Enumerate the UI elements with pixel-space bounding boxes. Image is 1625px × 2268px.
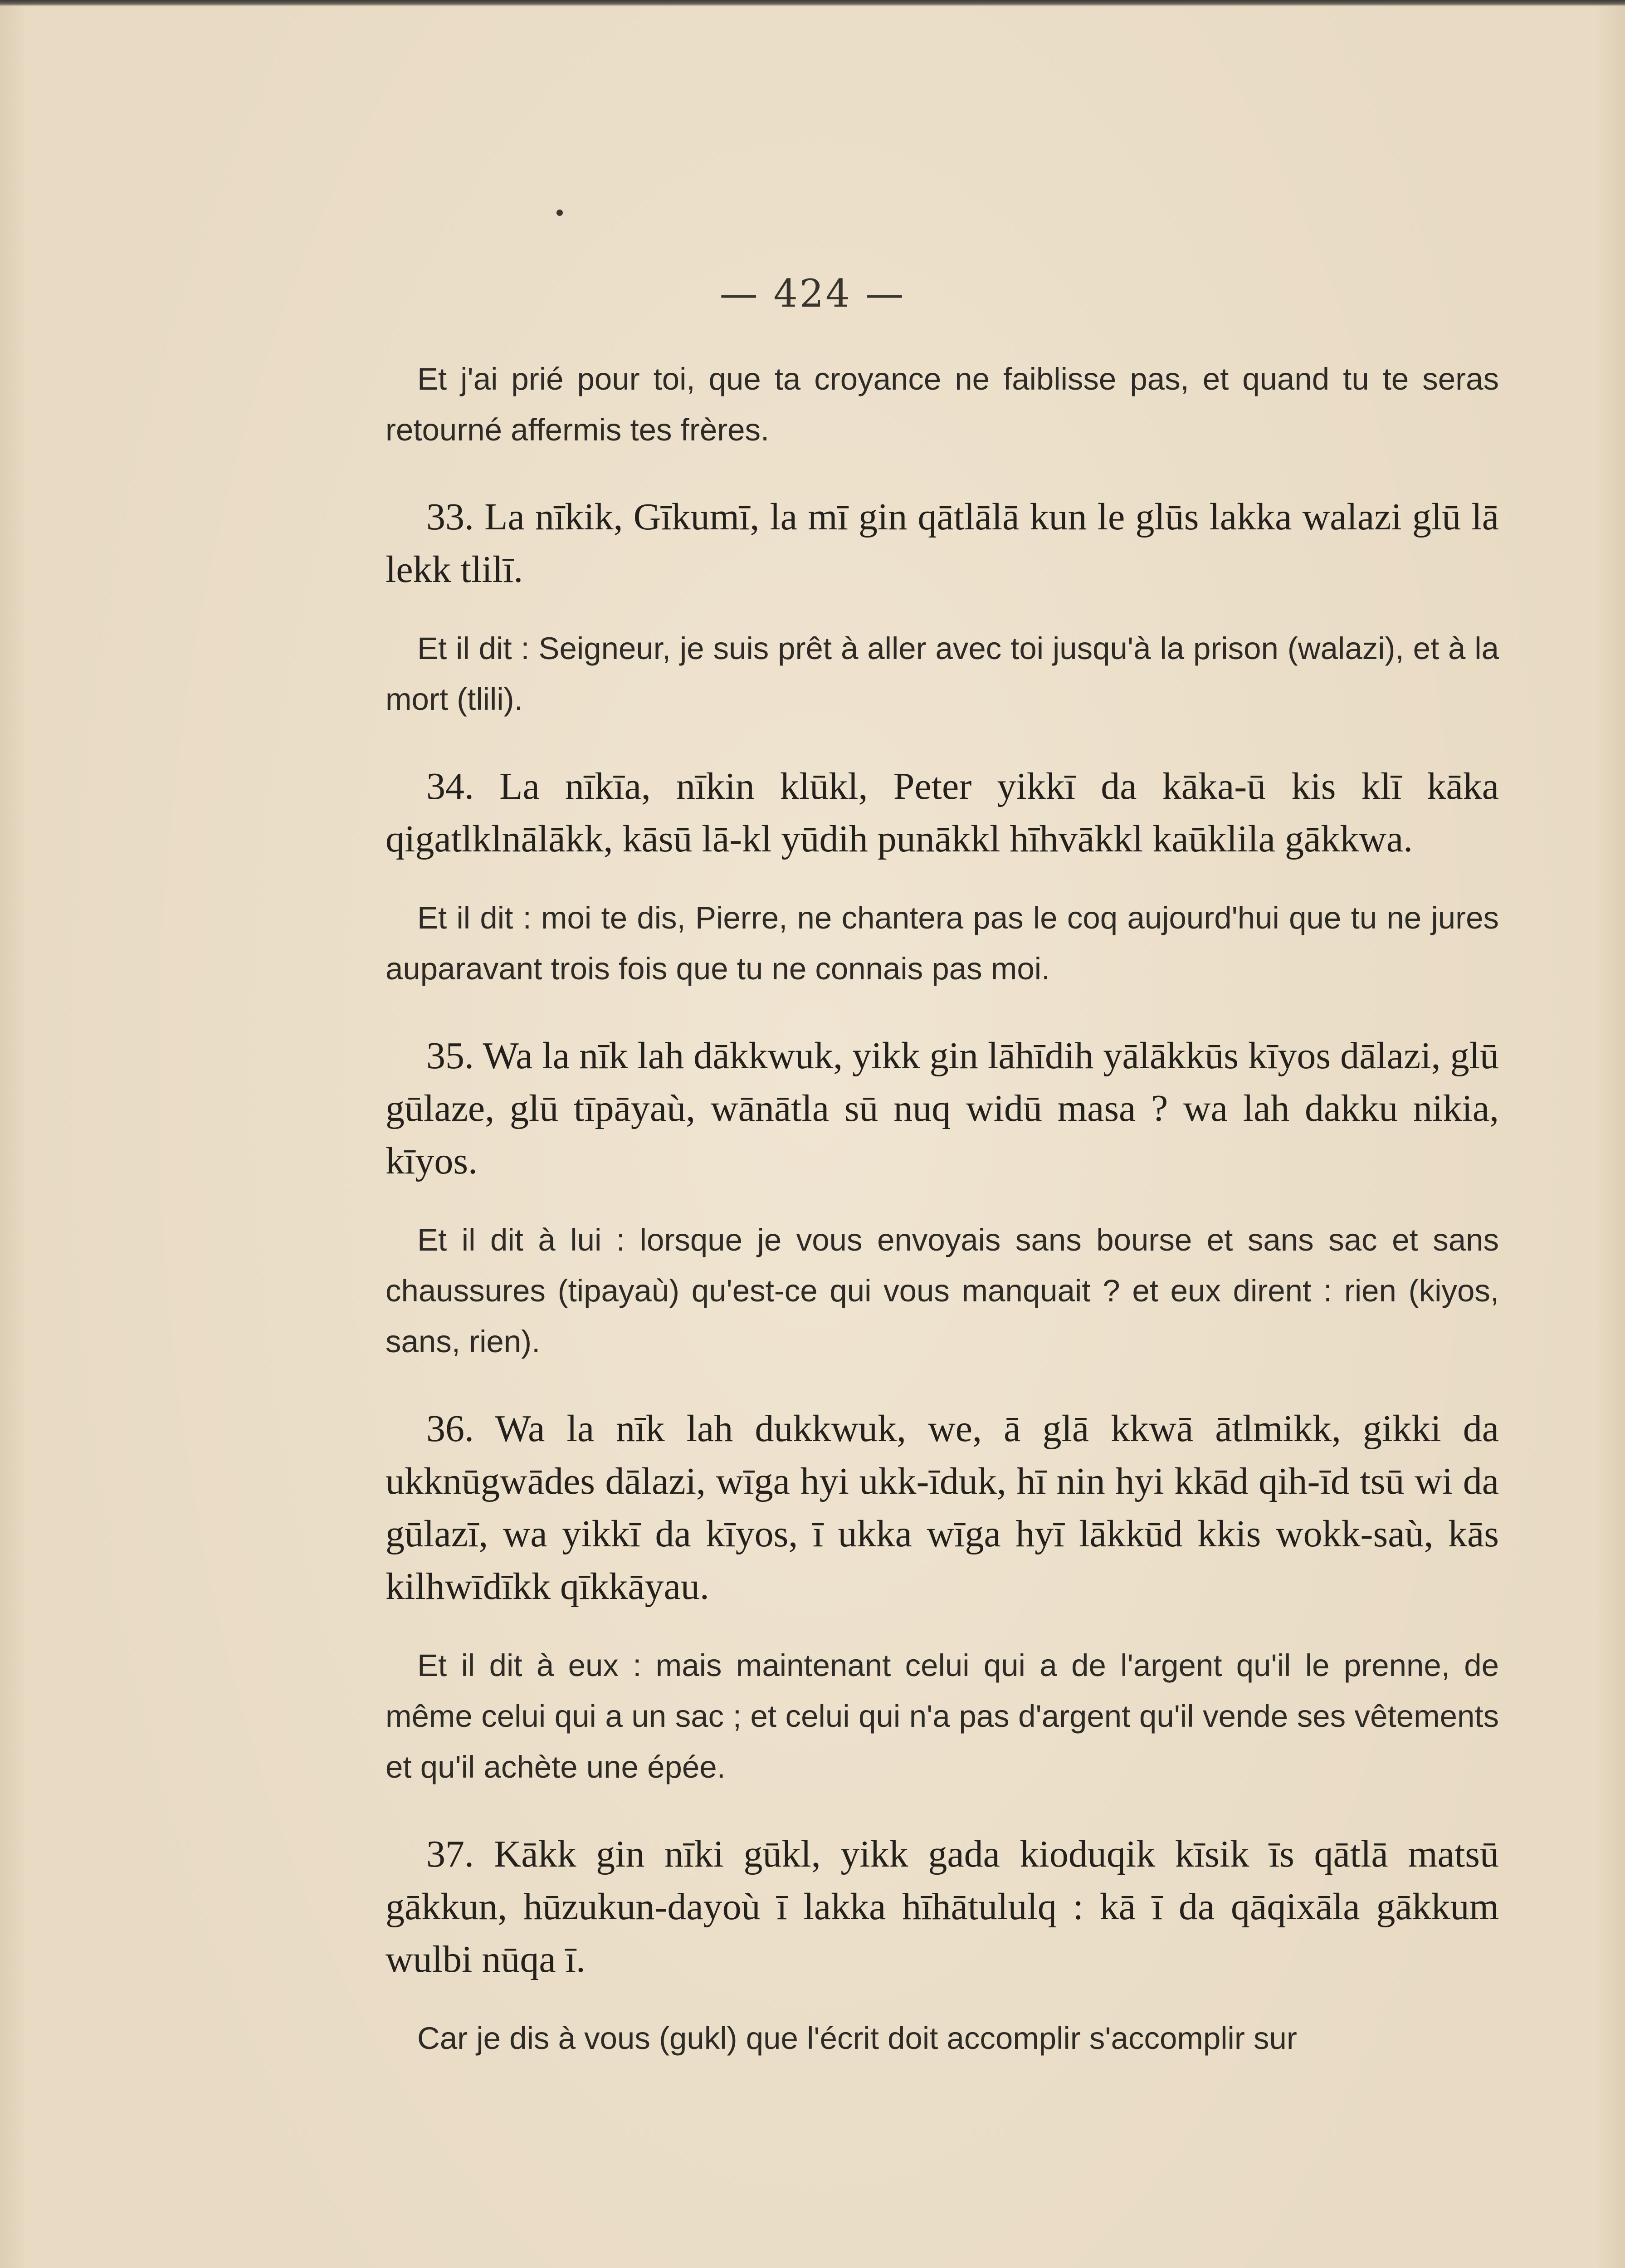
french-verse-32: Et j'ai prié pour toi, que ta croyance ne faiblisse pas, et quand tu te seras retourné affermis tes frères. xyxy=(386,362,1499,447)
native-verse-36: 36. Wa la nīk lah dukkwuk, we, ā glā kkwā ātlmikk, gikki da ukknūgwādes dālazi, wīga hyi ukk-īduk, hī nin hyi kkād qih-īd tsū wi da gūlazī, wa yikkī da kīyos, ī ukka wīga hyī lākkūd kkis wokk-saù, kās kilhwīdīkk qīkkāyau. xyxy=(386,1408,1499,1608)
french-verse-36: Et il dit à eux : mais maintenant celui qui a de l'argent qu'il le prenne, de même celui qui a un sac ; et celui qui n'a pas d'argent qu'il vende ses vêtements et qu'il achète une épée. xyxy=(386,1648,1499,1784)
french-verse-33: Et il dit : Seigneur, je suis prêt à aller avec toi jusqu'à la prison (walazi), et à la mort (tlili). xyxy=(386,631,1499,717)
native-verse-37: 37. Kākk gin nīki gūkl, yikk gada kioduqik kīsik īs qātlā matsū gākkun, hūzukun-dayoù ī lakka hīhātululq : kā ī da qāqixāla gākkum wulbi nūqa ī. xyxy=(386,1833,1499,1980)
native-verse-34: 34. La nīkīa, nīkin klūkl, Peter yikkī da kāka-ū kis klī kāka qigatlklnālākk, kāsū lā-kl yūdih punākkl hīhvākkl kaūklila gākkwa. xyxy=(386,765,1499,860)
page-top-edge-shadow xyxy=(0,0,1625,6)
native-verse-35: 35. Wa la nīk lah dākkwuk, yikk gin lāhīdih yālākkūs kīyos dālazi, glū gūlaze, glū tīpāyaù, wānātla sū nuq widū masa ? wa lah dakku nikia, kīyos. xyxy=(386,1035,1499,1182)
native-verse-33: 33. La nīkik, Gīkumī, la mī gin qātlālā kun le glūs lakka walazi glū lā lekk tlilī. xyxy=(386,496,1499,591)
french-verse-34: Et il dit : moi te dis, Pierre, ne chantera pas le coq aujourd'hui que tu ne jures auparavant trois fois que tu ne connais pas moi. xyxy=(386,900,1499,986)
page-number: — 424 — xyxy=(719,271,906,316)
french-verse-35: Et il dit à lui : lorsque je vous envoyais sans bourse et sans sac et sans chaussures (tipayaù) qu'est-ce qui vous manquait ? et eux dirent : rien (kiyos, sans, rien). xyxy=(386,1222,1499,1359)
ink-speck xyxy=(556,210,563,216)
french-verse-37: Car je dis à vous (gukl) que l'écrit doit accomplir s'accomplir sur xyxy=(417,2021,1297,2056)
text-body xyxy=(386,354,1499,2064)
